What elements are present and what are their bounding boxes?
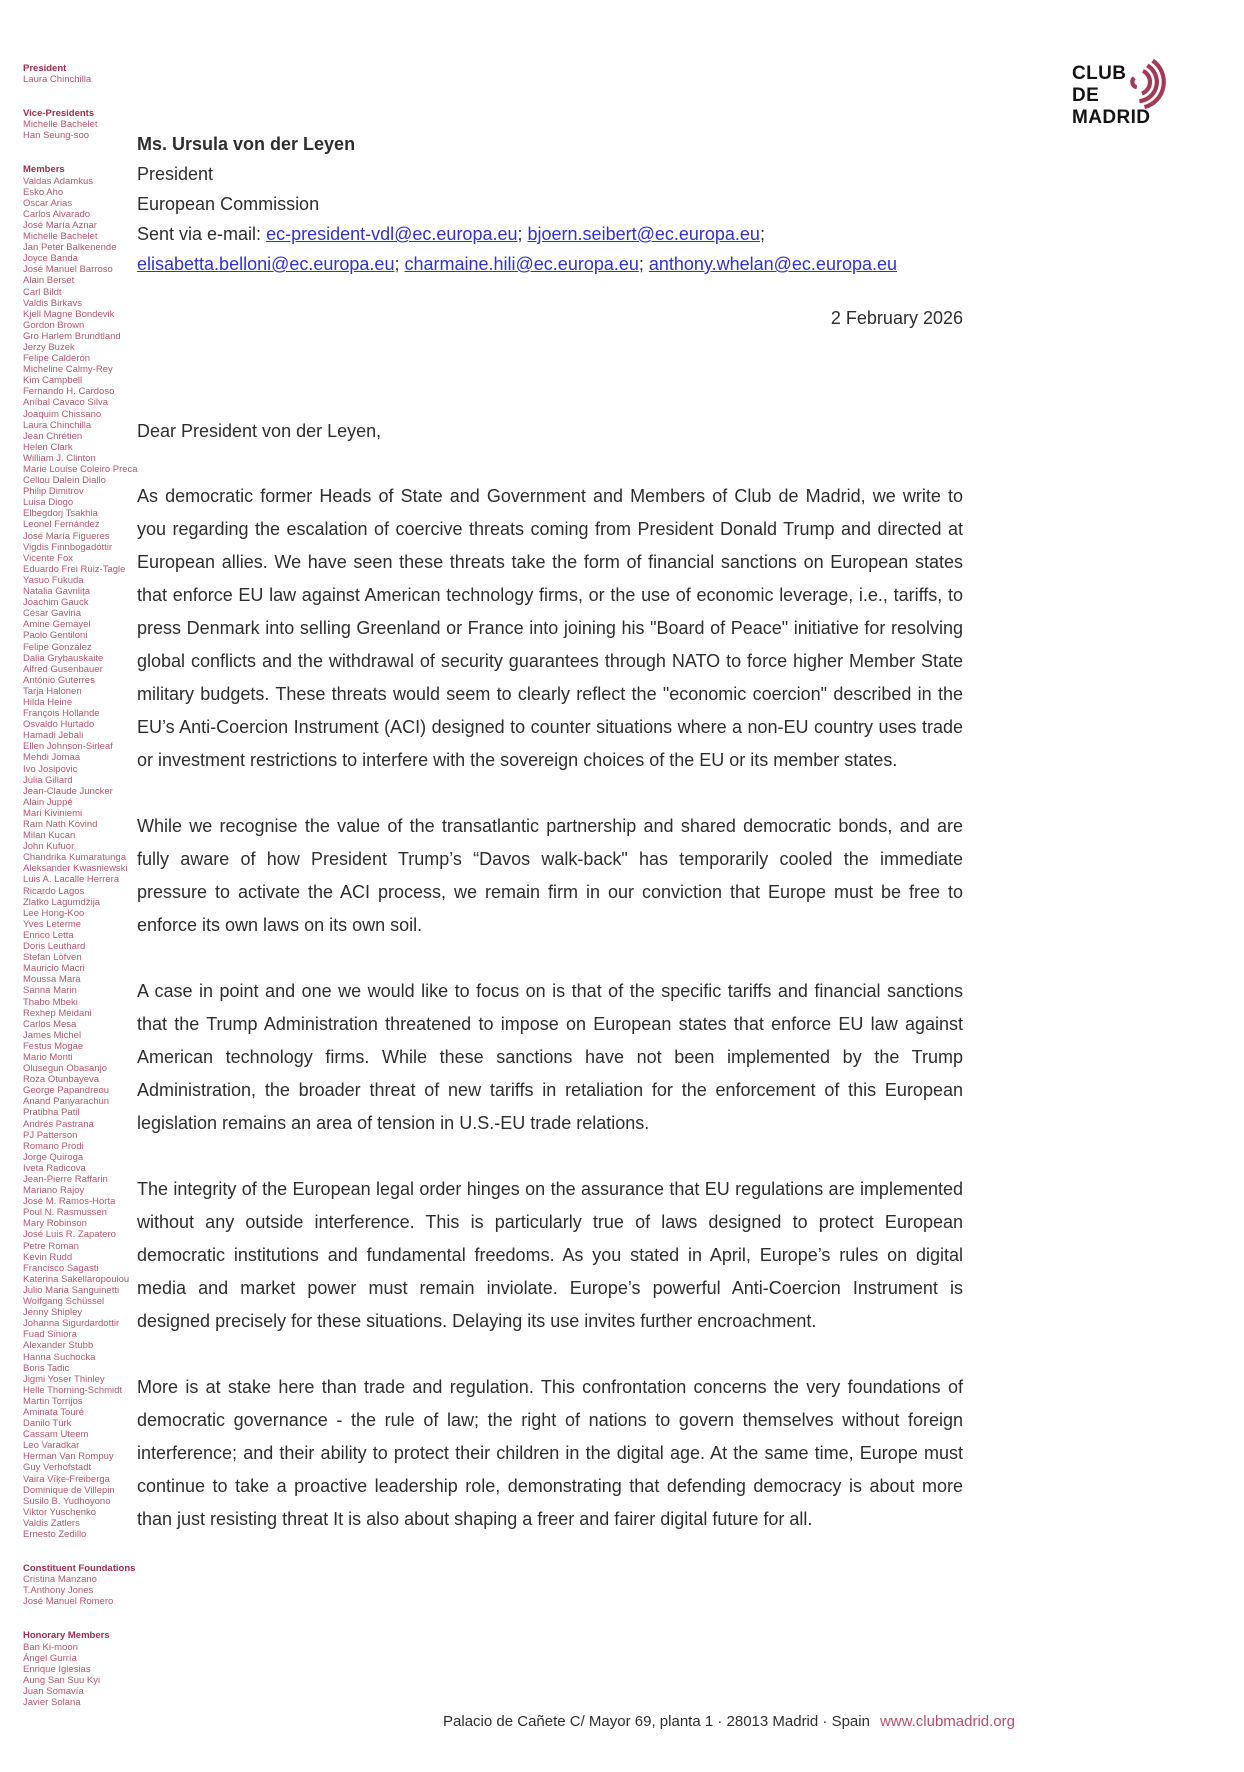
sidebar-person-name: Elbegdorj Tsakhia [23, 508, 98, 520]
sidebar-person-name: Carlos Mesa [23, 1018, 77, 1030]
letter-paragraph: While we recognise the value of the transatlantic partnership and shared democratic bonds, and are fully aware of how President Trump’s “Davos walk-back" has temporarily cooled the immediate pressure to activate the ACI process, we remain firm in our conviction that Europe must be free to enforce its own laws on its own soil. [137, 816, 963, 935]
sidebar-person-name: Aleksander Kwasniewski [23, 863, 128, 875]
sidebar-person-name: Doris Leuthard [23, 941, 86, 953]
letter-paragraph: A case in point and one we would like to focus on is that of the specific tariffs and financial sanctions that the Trump Administration threatened to impose on European states that enforce EU law against American technology firms. While these sanctions have not been implemented by the Trump Administration, the broader threat of new tariffs in retaliation for the enforcement of this European legislation remains an area of tension in U.S.-EU trade relations. [137, 981, 963, 1133]
email-link[interactable]: charmaine.hili@ec.europa.eu [404, 254, 639, 274]
sidebar-person-name: Yasuo Fukuda [23, 574, 84, 586]
sidebar-person-name: Julia Gillard [23, 774, 73, 786]
sidebar-person-name: Javier Solana [23, 1697, 81, 1709]
sidebar-person-name: Natalia Gavrilița [23, 586, 91, 598]
logo-text: MADRID [1072, 107, 1151, 128]
letter-body [137, 480, 963, 1536]
sidebar-section-title: President [23, 63, 67, 74]
sidebar-section-title: Constituent Foundations [23, 1563, 136, 1575]
sidebar-person-name: Jean-Pierre Raffarin [23, 1174, 108, 1185]
sidebar-person-name: Sanna Marin [23, 985, 77, 997]
sidebar-person-name: Enrico Letta [23, 929, 74, 941]
sidebar-person-name: Ricardo Lagos [23, 885, 85, 897]
sidebar-person-name: Francisco Sagasti [23, 1262, 99, 1274]
sidebar-person-name: Danilo Türk [23, 1418, 72, 1430]
sidebar-section-vice-presidents [23, 108, 145, 141]
sidebar-person-name: PJ Patterson [23, 1129, 78, 1141]
sidebar-person-name: Thabo Mbeki [23, 996, 78, 1008]
sidebar-person-name: Carl Bildt [23, 286, 62, 298]
email-link[interactable]: bjoern.seibert@ec.europa.eu [527, 224, 760, 244]
sidebar [23, 63, 145, 1731]
sidebar-person-name: Luisa Diogo [23, 497, 74, 509]
sidebar-person-name: Joachim Gauck [23, 597, 89, 609]
sidebar-person-name: Rexhep Meidani [23, 1007, 92, 1019]
sidebar-person-name: Gro Harlem Brundtland [23, 330, 121, 342]
sidebar-person-name: Festus Mogae [23, 1040, 84, 1052]
sidebar-person-name: Leonel Fernández [23, 519, 100, 531]
sidebar-person-name: Paolo Gentiloni [23, 630, 88, 642]
sidebar-person-name: Vigdis Finnbogadóttir [23, 541, 113, 553]
sidebar-person-name: Amine Gemayel [23, 619, 91, 631]
sidebar-person-name: Fernando H. Cardoso [23, 386, 115, 398]
sidebar-person-name: William J. Clinton [23, 452, 96, 464]
sidebar-person-name: Stefan Löfven [23, 952, 82, 964]
sidebar-section-president [23, 63, 145, 85]
recipient-block [137, 129, 963, 279]
sidebar-person-name: Ram Nath Kovind [23, 819, 98, 830]
sidebar-person-name: Cassam Uteem [23, 1429, 89, 1441]
sidebar-person-name: Guy Verhofstadt [23, 1462, 92, 1474]
sidebar-person-name: Hamadi Jebali [23, 730, 84, 742]
sidebar-person-name: Wolfgang Schüssel [23, 1296, 105, 1308]
logo-text: DE [1072, 85, 1100, 106]
letter-paragraph: More is at stake here than trade and regulation. This confrontation concerns the very foundations of democratic governance - the rule of law; the right of nations to govern themselves without foreign interference; and their ability to protect their children in the digital age. At the same time, Europe must continue to take a proactive leadership role, demonstrating that defending democracy is about more than just resisting threat It is also about shaping a freer and fairer digital future for all. [137, 1377, 963, 1529]
sidebar-person-name: Gordon Brown [23, 319, 85, 331]
sidebar-person-name: Cellou Dalein Diallo [23, 475, 106, 487]
sidebar-person-name: António Guterres [23, 674, 95, 686]
sidebar-person-name: José María Aznar [23, 219, 97, 231]
sidebar-section-members [23, 164, 145, 1540]
sidebar-person-name: Enrique Iglesias [23, 1663, 91, 1675]
recipient-organization: European Commission [137, 194, 320, 214]
sidebar-person-name: Olusegun Obasanjo [23, 1063, 107, 1075]
sidebar-person-name: Ángel Gurría [23, 1652, 77, 1664]
sidebar-person-name: Jan Peter Balkenende [23, 242, 117, 254]
sidebar-person-name: Mari Kiviniemi [23, 807, 83, 819]
sidebar-person-name: Lee Hong-Koo [23, 907, 85, 919]
sidebar-person-name: Romano Prodi [23, 1140, 84, 1152]
sidebar-person-name: Pratibha Patil [23, 1107, 80, 1119]
club-de-madrid-logo [1072, 63, 1172, 129]
letter-paragraph: As democratic former Heads of State and Government and Members of Club de Madrid, we write to you regarding the escalation of coercive threats coming from President Donald Trump and directed at European allies. We have seen these threats take the form of financial sanctions on European states that enforce EU law against American technology firms, or the use of economic leverage, i.e., tariffs, to press Denmark into selling Greenland or France into joining his "Board of Peace" initiative for resolving global conflicts and the withdrawal of security guarantees through NATO to force higher Member State military budgets. These threats would seem to clearly reflect the "economic coercion" described in the EU’s Anti-Coercion Instrument (ACI) designed to counter situations where a non-EU country uses trade or investment restrictions to interfere with the sovereign choices of the EU or its member states. [137, 486, 963, 770]
sidebar-person-name: Helen Clark [23, 441, 73, 453]
sidebar-person-name: Kim Campbell [23, 375, 83, 387]
sidebar-person-name: Mario Monti [23, 1051, 73, 1063]
recipient-name: Ms. Ursula von der Leyen [137, 134, 356, 154]
sidebar-person-name: Ellen Johnson-Sirleaf [23, 741, 113, 753]
letter-date: 2 February 2026 [830, 308, 963, 328]
logo-text: CLUB [1072, 63, 1127, 84]
sidebar-person-name: Alain Berset [23, 275, 75, 287]
sidebar-person-name: Hanna Suchocka [23, 1351, 96, 1363]
sidebar-person-name: Valdis Zatlers [23, 1517, 80, 1529]
sidebar-person-name: Michelle Bachelet [23, 231, 98, 243]
sidebar-person-name: Milan Kucan [23, 830, 76, 842]
sidebar-person-name: Michelle Bachelet [23, 119, 98, 131]
sidebar-person-name: Osvaldo Hurtado [23, 719, 95, 731]
sidebar-person-name: Johanna Sigurdardottir [23, 1318, 120, 1330]
letter-paragraph: The integrity of the European legal order hinges on the assurance that EU regulations are implemented without any outside interference. This is particularly true of laws designed to protect European democratic institutions and fundamental freedoms. As you stated in April, Europe’s rules on digital media and market power must remain inviolate. Europe’s powerful Anti-Coercion Instrument is designed precisely for these situations. Delaying its use invites further encroachment. [137, 1179, 963, 1331]
sidebar-person-name: Mary Robinson [23, 1218, 87, 1230]
sidebar-person-name: Jean Chrétien [23, 430, 83, 442]
sidebar-person-name: José Manuel Romero [23, 1596, 114, 1608]
page-footer [443, 1712, 1015, 1732]
sidebar-person-name: Luis A. Lacalle Herrera [23, 874, 120, 886]
sidebar-person-name: Iveta Radicova [23, 1162, 86, 1174]
sidebar-person-name: Ernesto Zedillo [23, 1529, 87, 1540]
email-link[interactable]: anthony.whelan@ec.europa.eu [648, 254, 898, 274]
footer-address: Palacio de Cañete C/ Mayor 69, planta 1 · 28013 Madrid · Spain [443, 1713, 870, 1730]
footer-website-link[interactable]: www.clubmadrid.org [879, 1713, 1015, 1730]
sidebar-person-name: Jerzy Buzek [23, 341, 75, 353]
sidebar-person-name: Micheline Calmy-Rey [23, 364, 113, 376]
sidebar-person-name: Moussa Mara [23, 974, 81, 986]
sidebar-person-name: James Michel [23, 1029, 82, 1041]
sidebar-person-name: Philip Dimitrov [23, 486, 84, 498]
sidebar-person-name: Laura Chinchilla [23, 74, 92, 86]
sidebar-person-name: Felipe González [23, 641, 92, 653]
email-line-2: elisabetta.belloni@ec.europa.eu; charmaine.hili@ec.europa.eu; anthony.whelan@ec.europa.eu [137, 254, 898, 274]
sidebar-person-name: Mariano Rajoy [23, 1185, 85, 1197]
sidebar-person-name: Poul N. Rasmussen [23, 1207, 107, 1219]
sidebar-person-name: François Hollande [23, 708, 100, 720]
sidebar-person-name: Julio Maria Sanguinetti [23, 1284, 120, 1296]
sidebar-section-honorary-members [23, 1630, 145, 1708]
sidebar-person-name: Mauricio Macri [23, 963, 85, 975]
sidebar-person-name: Aníbal Cavaco Silva [23, 397, 109, 409]
sidebar-person-name: Marie Louise Coleiro Preca [23, 464, 138, 475]
sidebar-person-name: Viktor Yuschenko [23, 1506, 97, 1518]
sidebar-section-title: Honorary Members [23, 1630, 110, 1642]
sidebar-person-name: Boris Tadic [23, 1362, 70, 1374]
sidebar-person-name: Zlatko Lagumdžija [23, 896, 101, 908]
sidebar-person-name: John Kufuor [23, 841, 75, 853]
sidebar-person-name: Martin Torrijos [23, 1395, 83, 1407]
letter-content [137, 129, 963, 1569]
sidebar-person-name: Kjell Magne Bondevik [23, 308, 115, 320]
sidebar-person-name: Susilo B. Yudhoyono [23, 1495, 111, 1507]
sidebar-person-name: Aminata Touré [23, 1406, 85, 1418]
sidebar-person-name: Ban Ki-moon [23, 1641, 78, 1653]
sidebar-person-name: Vaira Vīķe-Freiberga [23, 1473, 110, 1485]
sidebar-person-name: Jean-Claude Juncker [23, 785, 113, 797]
recipient-title: President [137, 164, 214, 184]
sidebar-person-name: Esko Aho [23, 186, 64, 198]
sidebar-person-name: Roza Otunbayeva [23, 1074, 100, 1086]
sidebar-person-name: Tarja Halonen [23, 685, 82, 697]
sidebar-person-name: Jenny Shipley [23, 1307, 83, 1319]
sidebar-person-name: Carlos Alvarado [23, 208, 91, 220]
sidebar-person-name: Aung San Suu Kyi [23, 1674, 101, 1686]
sidebar-person-name: Yves Leterme [23, 918, 82, 930]
sidebar-person-name: José María Figueres [23, 530, 110, 542]
sidebar-person-name: Cristina Manzano [23, 1574, 97, 1586]
sidebar-person-name: Anand Panyarachun [23, 1096, 110, 1108]
sidebar-person-name: George Papandreou [23, 1085, 110, 1097]
salutation: Dear President von der Leyen, [137, 421, 382, 441]
sidebar-person-name: Laura Chinchilla [23, 419, 92, 431]
email-link[interactable]: ec-president-vdl@ec.europa.eu [266, 224, 518, 244]
sidebar-section-constituent-foundations [23, 1563, 145, 1607]
sidebar-person-name: Oscar Arias [23, 197, 73, 209]
sidebar-person-name: Eduardo Frei Ruiz-Tagle [23, 563, 126, 575]
sidebar-person-name: Andrés Pastrana [23, 1118, 94, 1130]
sidebar-person-name: Han Seung-soo [23, 130, 90, 142]
sidebar-person-name: Katerina Sakellaropoulou [23, 1273, 130, 1285]
sidebar-person-name: Alfred Gusenbauer [23, 663, 103, 675]
sidebar-person-name: Dominique de Villepin [23, 1484, 115, 1496]
sidebar-person-name: José Luis R. Zapatero [23, 1229, 116, 1241]
sidebar-section-title: Vice-Presidents [23, 108, 95, 120]
sidebar-person-name: Ivo Josipovic [23, 763, 78, 775]
sidebar-person-name: Leo Varadkar [23, 1440, 80, 1452]
sidebar-person-name: Joaquim Chissano [23, 408, 102, 420]
concentric-arcs-icon [1127, 48, 1173, 116]
sidebar-person-name: César Gaviria [23, 608, 82, 620]
sidebar-person-name: Valdis Birkavs [23, 297, 82, 309]
sidebar-person-name: Hilda Heine [23, 696, 73, 708]
sidebar-person-name: Valdas Adamkus [23, 175, 94, 187]
sidebar-person-name: Felipe Calderón [23, 353, 91, 365]
sidebar-person-name: Dalia Grybauskaite [23, 652, 104, 664]
sidebar-person-name: Helle Thorning-Schmidt [23, 1384, 123, 1396]
sidebar-person-name: Herman Van Rompuy [23, 1451, 114, 1463]
sidebar-person-name: Kevin Rudd [23, 1251, 73, 1263]
sidebar-person-name: Joyce Banda [23, 253, 78, 265]
sidebar-person-name: José M. Ramos-Horta [23, 1196, 116, 1208]
sidebar-section-title: Members [23, 164, 65, 176]
email-line-1: Sent via e-mail: ec-president-vdl@ec.europa.eu; bjoern.seibert@ec.europa.eu; [137, 224, 765, 244]
sidebar-person-name: Jigmi Yoser Thinley [23, 1373, 105, 1385]
sidebar-person-name: Fuad Siniora [23, 1329, 77, 1341]
sidebar-person-name: Alain Juppé [23, 796, 73, 808]
sidebar-person-name: Petre Roman [23, 1240, 79, 1252]
sidebar-person-name: Chandrika Kumaratunga [23, 852, 126, 864]
sidebar-person-name: Vicente Fox [23, 552, 73, 564]
email-link[interactable]: elisabetta.belloni@ec.europa.eu [137, 254, 395, 274]
sidebar-person-name: Mehdi Jomaa [23, 752, 81, 764]
sidebar-person-name: Juan Somavía [23, 1685, 84, 1697]
sent-via-label: Sent via e-mail: [137, 224, 262, 244]
sidebar-person-name: Jorge Quiroga [23, 1151, 84, 1163]
sidebar-person-name: T.Anthony Jones [23, 1585, 94, 1597]
sidebar-person-name: José Manuel Barroso [23, 264, 113, 276]
sidebar-person-name: Alexander Stubb [23, 1340, 94, 1352]
